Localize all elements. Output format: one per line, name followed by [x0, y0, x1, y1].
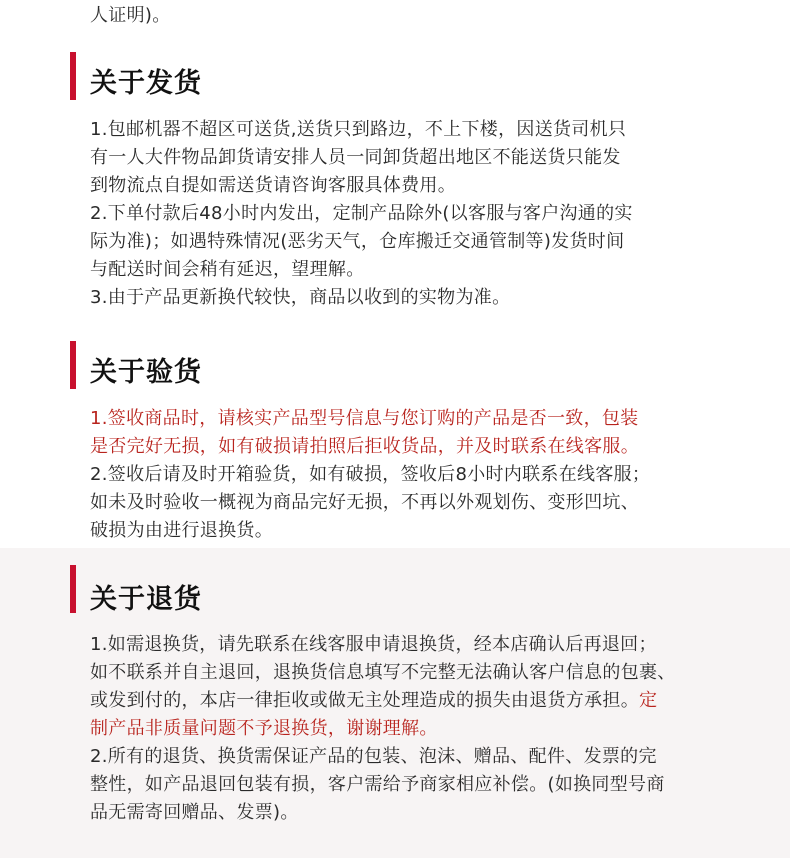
returns-line: 如不联系并自主退回，退换货信息填写不完整无法确认客户信息的包裹、 [90, 662, 676, 683]
inspection-line: 破损为由进行退换货。 [90, 520, 273, 541]
returns-line-highlight: 制产品非质量问题不予退换货，谢谢理解。 [90, 718, 438, 739]
shipping-line: 3.由于产品更新换代较快，商品以收到的实物为准。 [90, 287, 511, 308]
returns-line: 整性，如产品退回包装有损，客户需给予商家相应补偿。(如换同型号商 [90, 774, 665, 795]
inspection-heading: 关于验货 [90, 357, 202, 388]
inspection-heading-bar [70, 341, 76, 389]
returns-line-highlight: 定 [639, 690, 658, 711]
shipping-line: 到物流点自提如需送货请咨询客服具体费用。 [90, 175, 456, 196]
returns-heading-bar [70, 565, 76, 613]
returns-line-text: 或发到付的，本店一律拒收或做无主处理造成的损失由退货方承担。 [90, 690, 639, 711]
shipping-heading-bar [70, 52, 76, 100]
inspection-line-highlight: 1.签收商品时，请核实产品型号信息与您订购的产品是否一致，包装 [90, 408, 639, 429]
returns-line [90, 687, 657, 714]
shipping-heading: 关于发货 [90, 68, 202, 99]
shipping-line: 1.包邮机器不超区可送货,送货只到路边，不上下楼，因送货司机只 [90, 119, 627, 140]
shipping-line: 与配送时间会稍有延迟，望理解。 [90, 259, 365, 280]
returns-line: 1.如需退换货，请先联系在线客服申请退换货，经本店确认后再退回； [90, 634, 657, 655]
returns-heading: 关于退货 [90, 584, 202, 615]
intro-tail-text: 人证明)。 [90, 5, 171, 26]
returns-line: 品无需寄回赠品、发票)。 [90, 802, 299, 823]
inspection-line-highlight: 是否完好无损，如有破损请拍照后拒收货品，并及时联系在线客服。 [90, 436, 639, 457]
shipping-line: 2.下单付款后48小时内发出，定制产品除外(以客服与客户沟通的实 [90, 203, 633, 224]
inspection-line: 2.签收后请及时开箱验货，如有破损，签收后8小时内联系在线客服； [90, 464, 651, 485]
shipping-line: 际为准)；如遇特殊情况(恶劣天气，仓库搬迁交通管制等)发货时间 [90, 231, 625, 252]
shipping-line: 有一人大件物品卸货请安排人员一同卸货超出地区不能送货只能发 [90, 147, 621, 168]
inspection-line: 如未及时验收一概视为商品完好无损，不再以外观划伤、变形凹坑、 [90, 492, 639, 513]
returns-line: 2.所有的退货、换货需保证产品的包装、泡沫、赠品、配件、发票的完 [90, 746, 657, 767]
